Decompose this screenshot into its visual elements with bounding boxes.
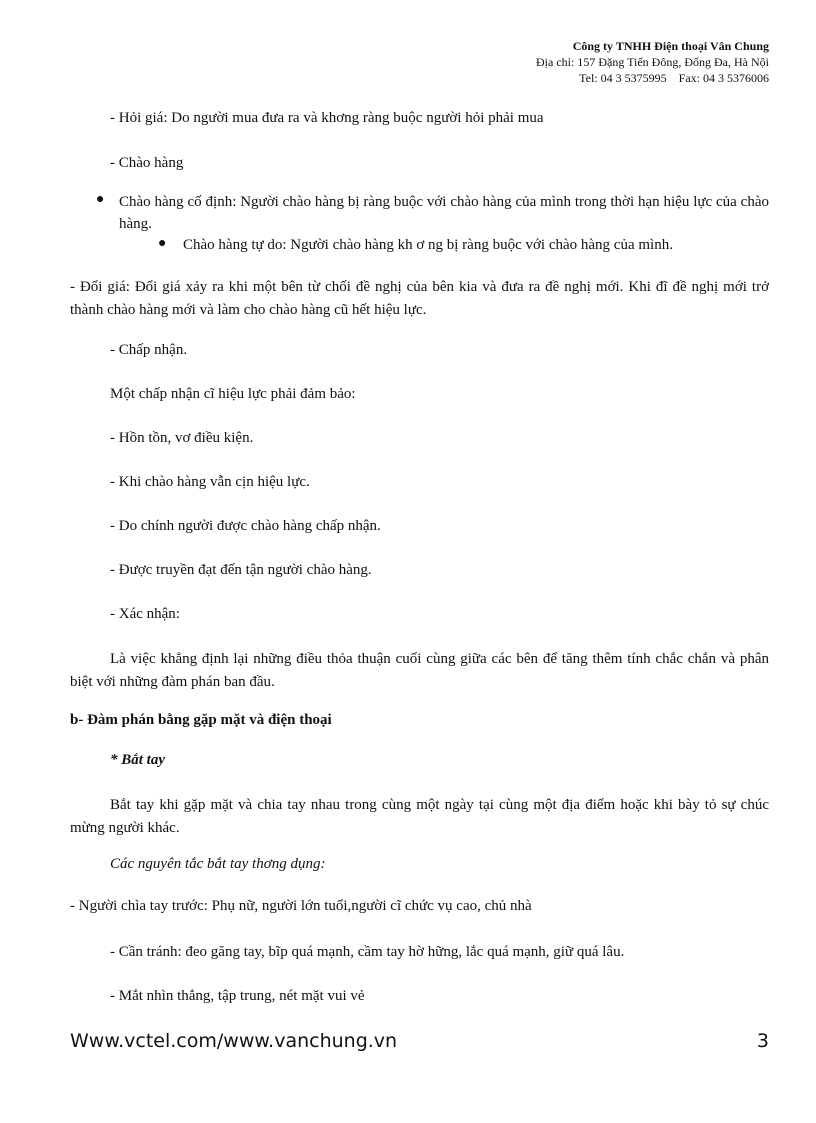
company-name: Công ty TNHH Điện thoại Vân Chung — [572, 39, 769, 53]
company-contact: Tel: 04 3 5375995 Fax: 04 3 5376006 — [579, 71, 769, 85]
mat-nhin-line: - Mắt nhìn thẳng, tập trung, nét mặt vui vẻ — [110, 988, 365, 1004]
nguyen-tac-line: Các nguyên tắc bắt tay thơng dụng: — [110, 856, 326, 872]
page-number: 3 — [756, 1030, 769, 1052]
company-address: Địa chỉ: 157 Đặng Tiến Đông, Đống Đa, Hà Nội — [536, 55, 769, 69]
xac-nhan-paragraph: Là việc khẳng định lại những điều thỏa thuận cuối cùng giữa các bên để tăng thêm tính chắc chắn và phân biệt với những đàm phán ban đầu. — [70, 651, 769, 690]
bullet-chao-hang-co-dinh: Chào hàng cố định: Người chào hàng bị ràng buộc với chào hàng của mình trong thời hạn hiệu lực của chào hàng. — [119, 194, 769, 232]
page-header — [536, 38, 769, 86]
section-b-heading: b- Đàm phán bằng gặp mặt và điện thoại — [70, 712, 332, 728]
chap-nhan-line: - Chấp nhận. — [110, 342, 188, 358]
chao-hang-line: - Chào hàng — [110, 155, 184, 171]
hoi-gia-line: - Hỏi giá: Do người mua đưa ra và khơng ràng buộc người hỏi phải mua — [110, 110, 544, 126]
bat-tay-paragraph: Bắt tay khi gặp mặt và chia tay nhau trong cùng một ngày tại cùng một địa điểm hoặc khi bày tỏ sự chúc mừng người khác. — [70, 797, 769, 836]
bullet-chao-hang-tu-do: Chào hàng tự do: Người chào hàng kh ơ ng bị ràng buộc với chào hàng của mình. — [183, 237, 673, 253]
footer-website: Www.vctel.com/www.vanchung.vn — [70, 1030, 398, 1052]
bat-tay-heading: * Bắt tay — [110, 752, 165, 768]
bullet-icon: ● — [158, 236, 167, 251]
xac-nhan-line: - Xác nhận: — [110, 606, 180, 622]
condition-item-1: - Hồn tồn, vơ điều kiện. — [110, 430, 254, 446]
doi-gia-paragraph: - Đổi giá: Đổi giá xảy ra khi một bên từ chối đề nghị của bên kia và đưa ra đề nghị mới. Khi đĩ đề nghị mới trở thành chào hàng mới và làm cho chào hàng cũ hết hiệu lực. — [70, 279, 769, 318]
condition-item-2: - Khi chào hàng vẫn cịn hiệu lực. — [110, 474, 310, 490]
nguoi-chia-tay-line: - Người chìa tay trước: Phụ nữ, người lớn tuổi,người cĩ chức vụ cao, chủ nhà — [70, 898, 532, 914]
condition-item-4: - Được truyền đạt đến tận người chào hàng. — [110, 562, 372, 578]
bullet-icon: ● — [96, 192, 105, 207]
chap-nhan-intro: Một chấp nhận cĩ hiệu lực phải đảm bảo: — [110, 386, 356, 402]
condition-item-3: - Do chính người được chào hàng chấp nhận. — [110, 518, 381, 534]
can-tranh-line: - Cần tránh: đeo găng tay, bĩp quá mạnh, cầm tay hờ hững, lắc quá mạnh, giữ quá lâu. — [110, 944, 625, 960]
